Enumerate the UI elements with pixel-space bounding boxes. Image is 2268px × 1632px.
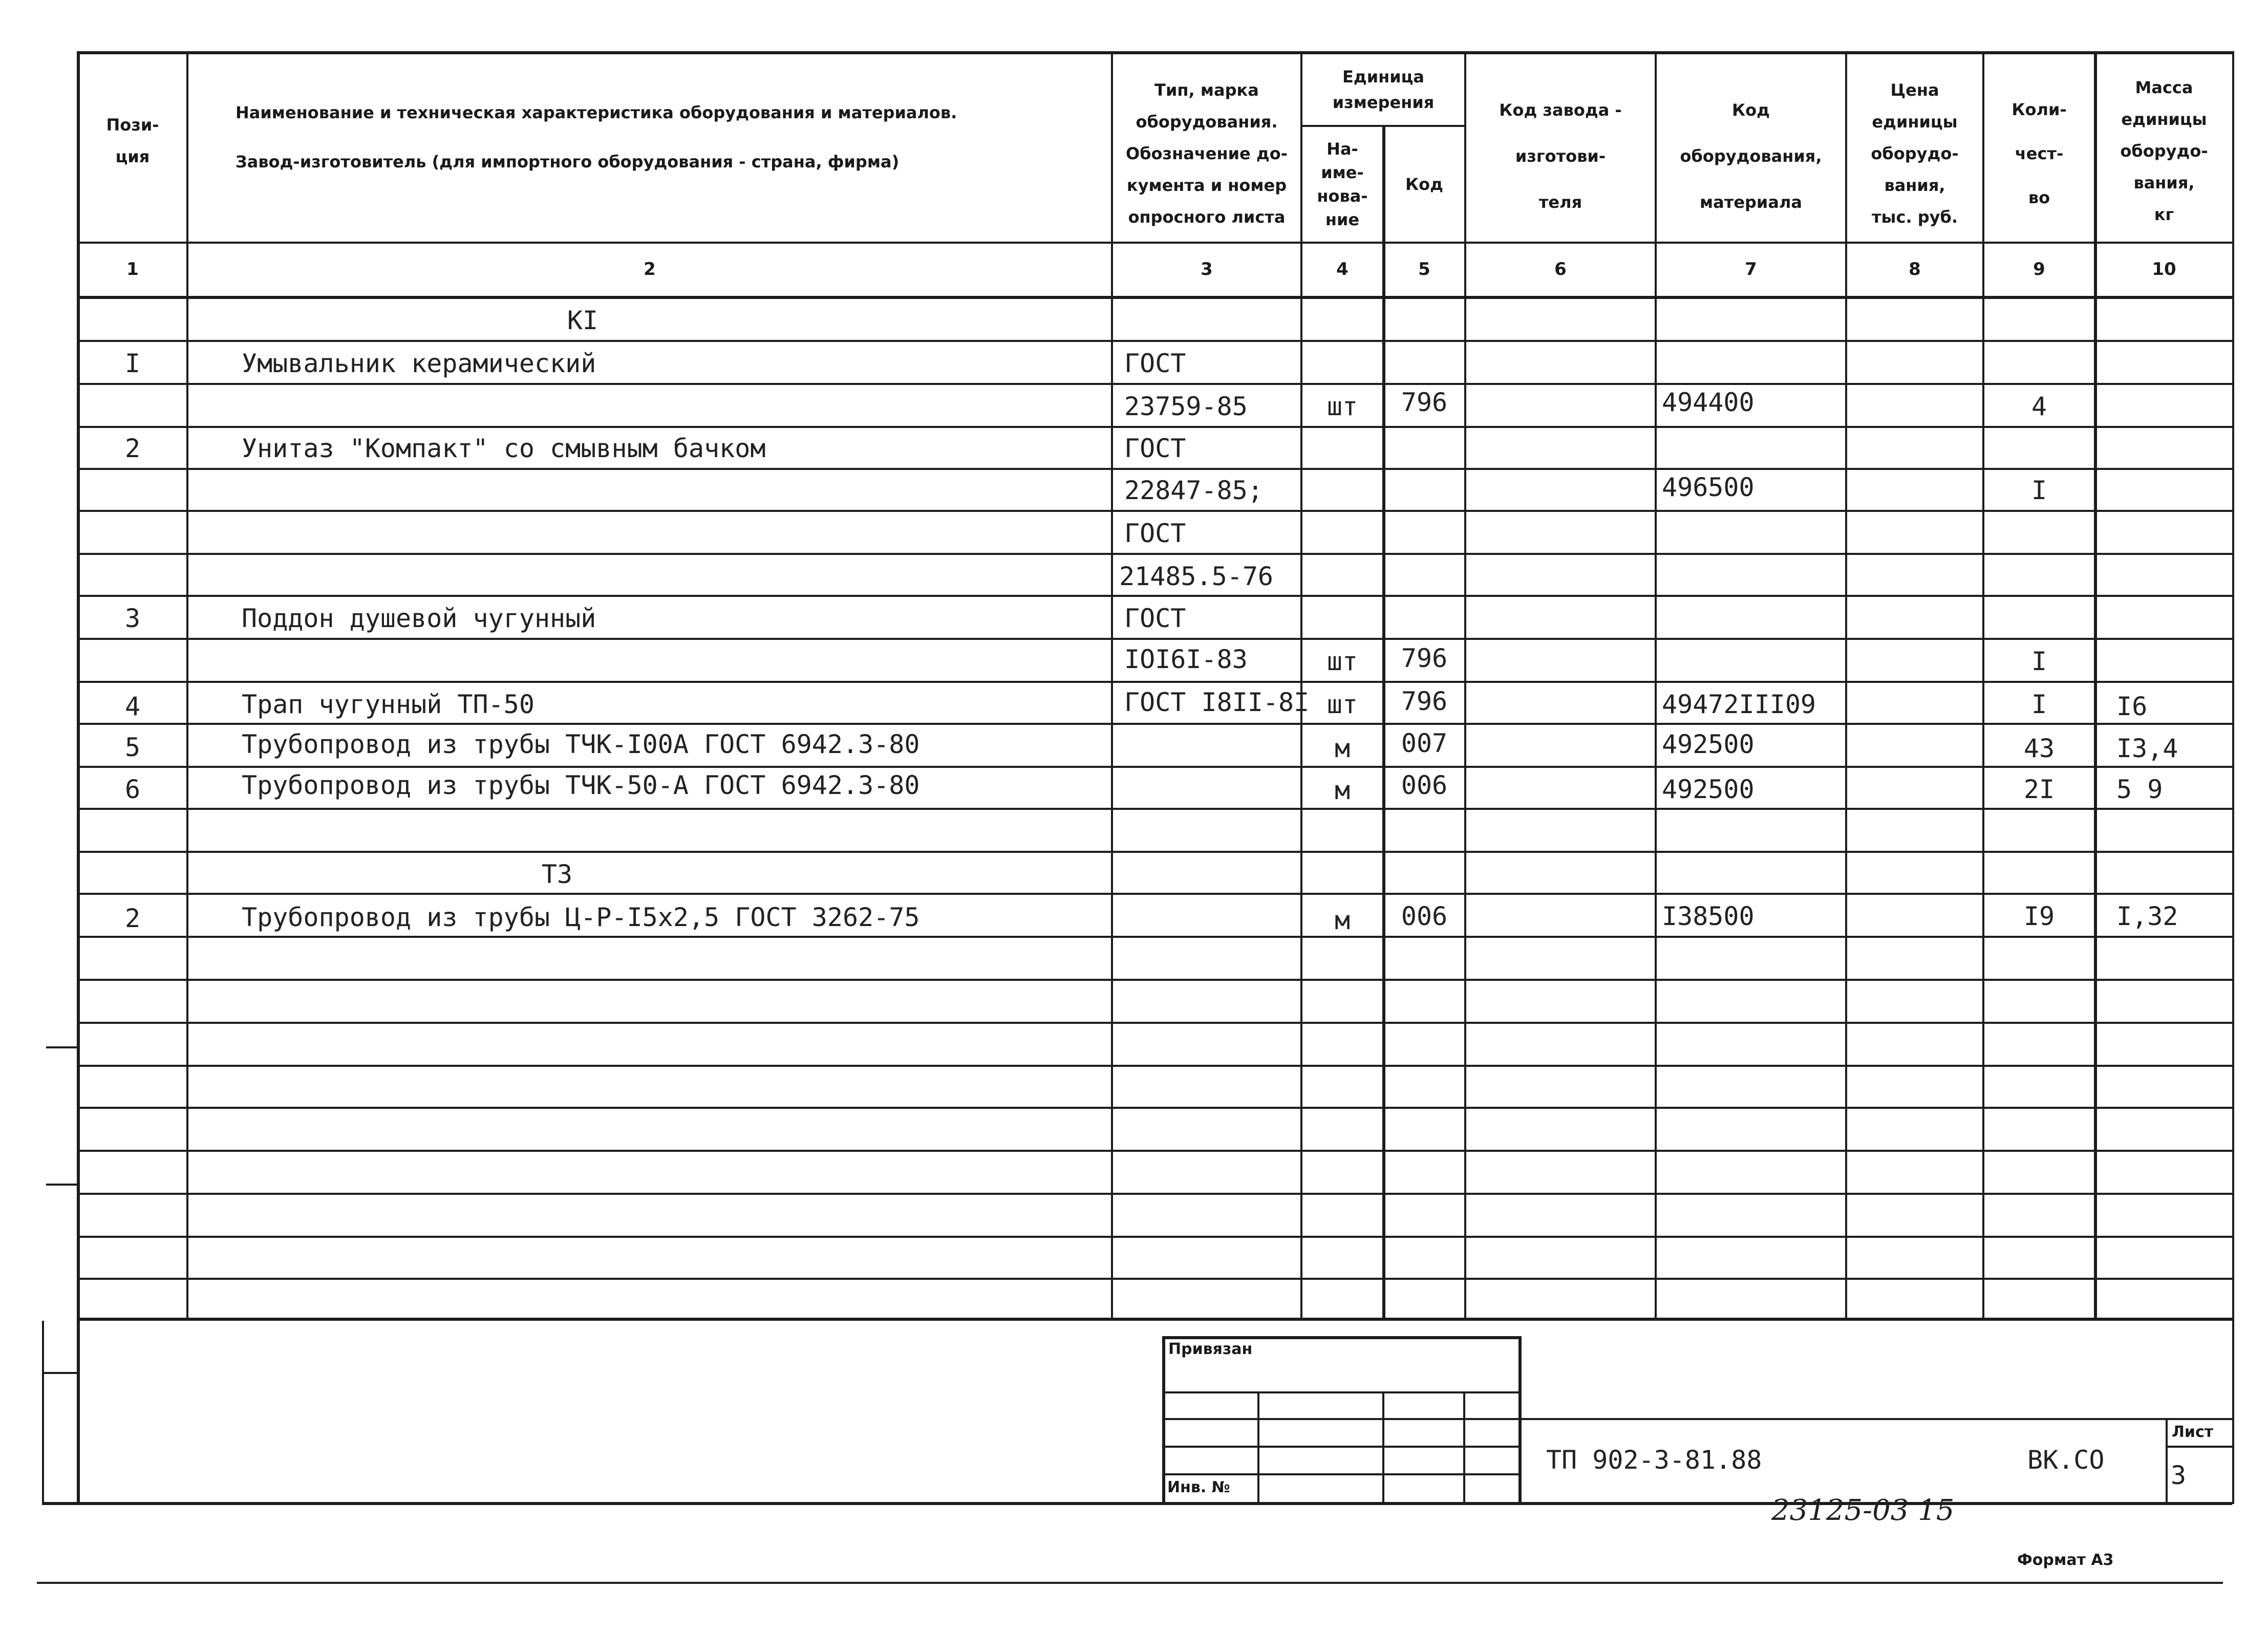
row-position: 2 (124, 434, 141, 463)
row-unit-code: 796 (1401, 388, 1448, 417)
row-unit: м (1334, 776, 1351, 805)
row-unit: шт (1326, 690, 1358, 719)
row-name: Трап чугунный ТП-50 (242, 690, 534, 719)
row-unit-code: 006 (1401, 901, 1448, 931)
row-quantity: I (2031, 476, 2047, 505)
header-unit-price: Цена единицы оборудо- вания, тыс. руб. (1871, 80, 1959, 227)
header-unit-mass: Масса единицы оборудо- вания, кг (2120, 78, 2208, 224)
row-doc: 21485.5-76 (1119, 562, 1274, 591)
col-number: 8 (1909, 259, 1921, 280)
col-number: 6 (1554, 259, 1567, 280)
row-unit: шт (1326, 392, 1358, 421)
col-number: 1 (126, 259, 139, 280)
header-unit-name: На- име- нова- ние (1317, 139, 1368, 229)
row-position: 2 (124, 904, 141, 933)
header-quantity: Коли- чест- во (2012, 100, 2067, 207)
header-equipment-code: Код оборудования, материала (1680, 100, 1822, 212)
sheet-label: Лист (2172, 1423, 2214, 1441)
row-equipment-code: 492500 (1662, 775, 1755, 804)
row-quantity: 4 (2031, 392, 2047, 421)
row-mass: I3,4 (2116, 734, 2178, 763)
sheet-number: 3 (2171, 1461, 2187, 1490)
row-mass: I6 (2116, 692, 2148, 721)
bound-label: Привязан (1168, 1340, 1253, 1358)
row-doc: IOI6I-83 (1124, 645, 1248, 674)
row-unit-code: 796 (1401, 643, 1448, 673)
row-name: Трубопровод из трубы Ц-Р-I5х2,5 ГОСТ 3262-75 (242, 903, 920, 932)
col-number: 7 (1745, 259, 1757, 280)
document-code: ТП 902-3-81.88 (1546, 1445, 1762, 1475)
row-unit: м (1334, 734, 1351, 763)
row-quantity: I (2031, 647, 2047, 676)
row-equipment-code: I38500 (1662, 901, 1755, 931)
row-name: Умывальник керамический (242, 349, 596, 378)
row-equipment-code: 492500 (1662, 729, 1755, 759)
row-equipment-code: 496500 (1662, 473, 1755, 502)
row-position: 5 (124, 733, 141, 762)
row-mass: I,32 (2116, 901, 2178, 931)
row-doc: ГОСТ (1124, 434, 1186, 463)
col-number: 5 (1418, 259, 1430, 280)
col-number: 9 (2033, 259, 2045, 280)
row-doc: ГОСТ (1124, 349, 1186, 378)
row-doc: ГОСТ (1124, 604, 1186, 633)
row-quantity: I9 (2023, 901, 2055, 931)
row-mass: 5 9 (2116, 775, 2163, 804)
col-number: 4 (1336, 259, 1349, 280)
header-name-line1: Наименование и техническая характеристика оборудования и материалов. (236, 103, 957, 122)
header-unit-group: Единица измерения (1332, 67, 1435, 112)
row-name: Унитаз "Компакт" со смывным бачком (242, 434, 766, 463)
row-name: Поддон душевой чугунный (242, 604, 596, 633)
row-name: Трубопровод из трубы ТЧК-I00А ГОСТ 6942.3-80 (242, 729, 920, 759)
header-position: Пози- ция (106, 115, 159, 166)
header-unit-code: Код (1405, 175, 1443, 194)
header-factory-code: Код завода - изготови- теля (1499, 100, 1622, 212)
col-number: 10 (2152, 259, 2176, 280)
format-label: Формат А3 (2017, 1551, 2114, 1569)
row-unit-code: 007 (1401, 728, 1448, 758)
col-number: 3 (1201, 259, 1213, 280)
row-doc: ГОСТ I8II-8I (1124, 688, 1310, 717)
row-position: 3 (124, 604, 141, 633)
header-type-doc: Тип, марка оборудования. Обозначение до- кумента и номер опросного листа (1126, 80, 1288, 227)
row-doc: ГОСТ (1124, 519, 1186, 548)
section-title: Т3 (541, 860, 573, 889)
sheet-mark: ВК.СО (2027, 1445, 2105, 1475)
row-doc: 23759-85 (1124, 392, 1248, 421)
row-position: I (124, 349, 141, 378)
row-quantity: 43 (2023, 734, 2055, 763)
row-equipment-code: 494400 (1662, 388, 1755, 417)
row-position: 4 (124, 692, 141, 721)
col-number: 2 (644, 259, 656, 280)
row-unit: шт (1326, 647, 1358, 676)
row-quantity: I (2031, 690, 2047, 719)
header-name-line2: Завод-изготовитель (для импортного оборудования - страна, фирма) (236, 152, 900, 171)
row-unit-code: 006 (1401, 770, 1448, 800)
row-position: 6 (124, 775, 141, 804)
row-unit: м (1334, 906, 1351, 935)
row-equipment-code: 49472III09 (1662, 690, 1816, 719)
row-name: Трубопровод из трубы ТЧК-50-А ГОСТ 6942.3-80 (242, 770, 920, 800)
handwritten-number: 23125-03 15 (1771, 1494, 1955, 1527)
inventory-label: Инв. № (1167, 1478, 1230, 1496)
row-doc: 22847-85; (1124, 476, 1263, 505)
section-title: KI (567, 306, 598, 335)
row-unit-code: 796 (1401, 686, 1448, 716)
row-quantity: 2I (2023, 775, 2055, 804)
